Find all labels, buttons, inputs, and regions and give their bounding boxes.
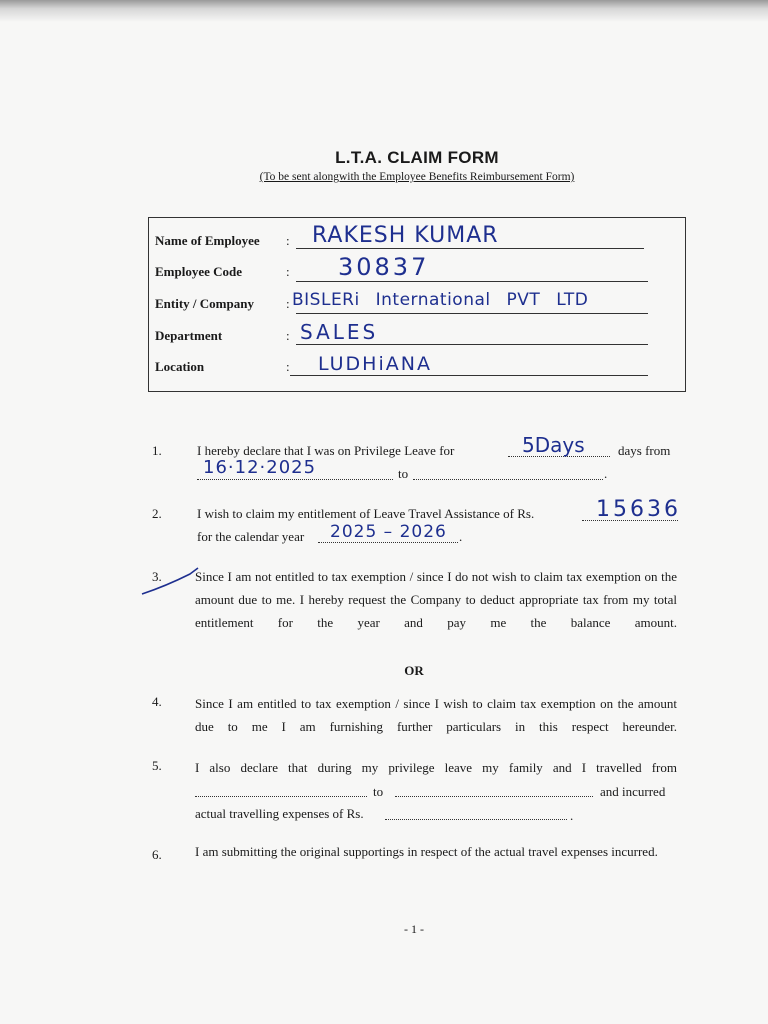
code-colon: : (286, 264, 290, 279)
item-1-text: I hereby declare that I was on Privilege Leave for (197, 443, 455, 458)
form-title: L.T.A. CLAIM FORM (335, 148, 499, 167)
location-label: Location (155, 359, 205, 374)
item-2-number: 2. (152, 506, 162, 521)
from-date-line (197, 479, 393, 480)
entity-line (296, 313, 648, 314)
item-4-text: Since I am entitled to tax exemption / since I wish to claim tax exemption on the amount due to me I am furnishing further particulars in this respect hereunder. (195, 696, 677, 734)
or-divider: OR (404, 663, 424, 678)
from-date-field[interactable]: 16·12·2025 (203, 457, 317, 478)
employee-name-field[interactable]: RAKESH KUMAR (312, 223, 499, 248)
department-line (296, 344, 648, 345)
item-6-number: 6. (152, 847, 162, 862)
year-line (318, 542, 458, 543)
department-field[interactable]: SALES (300, 320, 379, 344)
item-1-to: to (398, 466, 409, 481)
item-5-incurred: and incurred (600, 784, 666, 799)
to-date-field[interactable] (413, 479, 603, 480)
item-6-text: I am submitting the original supportings in respect of the actual travel expenses incurred. (195, 844, 658, 859)
entity-company-field[interactable]: BISLERi International PVT LTD (292, 290, 589, 310)
scan-edge-shadow (0, 0, 768, 22)
item-5-text: I also declare that during my privilege leave my family and I travelled from (195, 760, 677, 775)
travel-from-field[interactable] (195, 796, 367, 797)
item-2-end: . (459, 529, 463, 544)
employee-code-label: Employee Code (155, 264, 243, 279)
item-5-to: to (373, 784, 384, 799)
item-3-text: Since I am not entitled to tax exemption / since I do not wish to claim tax exemption on the amount due to me. I hereby request the Company to deduct appropriate tax from my total entitlement for the year and pay me the balance amount. (195, 569, 677, 630)
department-label: Department (155, 328, 223, 343)
travel-to-field[interactable] (395, 796, 593, 797)
code-line (296, 281, 648, 282)
name-of-employee-label: Name of Employee (155, 233, 260, 248)
name-colon: : (286, 233, 290, 248)
department-colon: : (286, 328, 290, 343)
entity-colon: : (286, 296, 290, 311)
item-1-days-from: days from (618, 443, 671, 458)
item-5-end: . (570, 808, 574, 823)
lta-amount-field[interactable]: 15636 (596, 497, 681, 522)
location-colon: : (286, 359, 290, 374)
form-subtitle: (To be sent alongwith the Employee Benefits Reimbursement Form) (259, 171, 575, 183)
item-5-expenses-label: actual travelling expenses of Rs. (195, 806, 364, 821)
item-1-number: 1. (152, 443, 162, 458)
item-1-end: . (604, 466, 608, 481)
page-number: - 1 - (404, 922, 424, 936)
location-field[interactable]: LUDHiANA (318, 353, 432, 375)
item-3-number: 3. (152, 569, 162, 584)
name-line (296, 248, 644, 249)
entity-company-label: Entity / Company (155, 296, 254, 311)
employee-code-field[interactable]: 30837 (338, 253, 430, 281)
item-2-year-label: for the calendar year (197, 529, 305, 544)
calendar-year-field[interactable]: 2025 – 2026 (330, 522, 447, 542)
item-5-number: 5. (152, 758, 162, 773)
leave-days-field[interactable]: 5Days (522, 433, 585, 457)
travel-expenses-field[interactable] (385, 819, 567, 820)
item-4-number: 4. (152, 694, 162, 709)
location-line (290, 375, 648, 376)
item-2-text: I wish to claim my entitlement of Leave Travel Assistance of Rs. (197, 506, 535, 521)
